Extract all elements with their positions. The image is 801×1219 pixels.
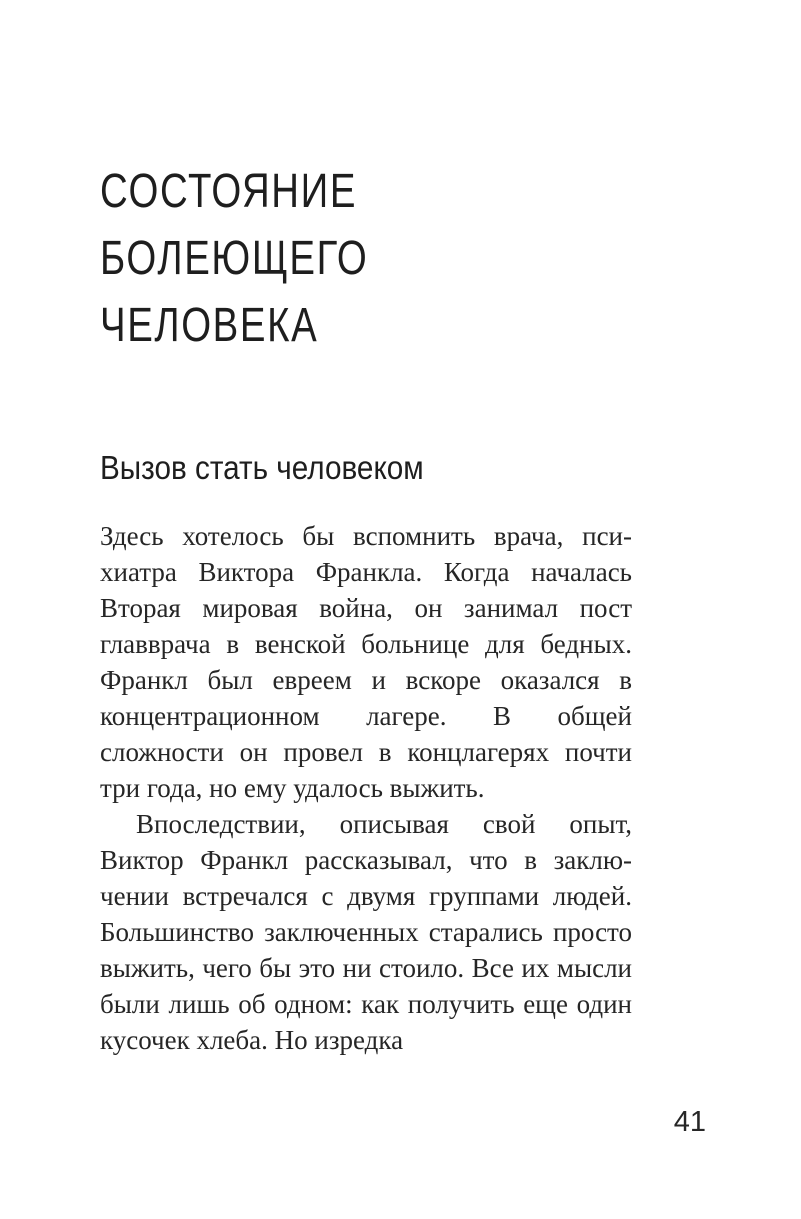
paragraph-2: Впоследствии, описывая свой опыт, Виктор Франкл рассказывал, что в заключении встречался с двумя группами людей. Большинство заключенных старались просто выжить, чего бы это ни стоило. Все их мысли были лишь об одном: как получить еще один кусочек хлеба. Но изредка [100, 809, 632, 1055]
page-number: 41 [673, 1106, 706, 1138]
chapter-title [100, 158, 368, 359]
chapter-title-line-1: СОСТОЯНИЕ [100, 165, 358, 218]
body-text [100, 518, 632, 1058]
chapter-title-line-3: ЧЕЛОВЕКА [100, 299, 319, 352]
paragraph-1: Здесь хотелось бы вспомнить врача, психиатра Виктора Франкла. Когда началась Вторая мировая война, он занимал пост главврача в венской больнице для бедных. Франкл был евреем и вскоре оказался в концентрационном лагере. В общей сложности он провел в концлагерях почти три года, но ему удалось выжить. [100, 521, 632, 803]
chapter-title-line-2: БОЛЕЮЩЕГО [100, 232, 369, 285]
section-heading: Вызов стать человеком [100, 449, 424, 486]
